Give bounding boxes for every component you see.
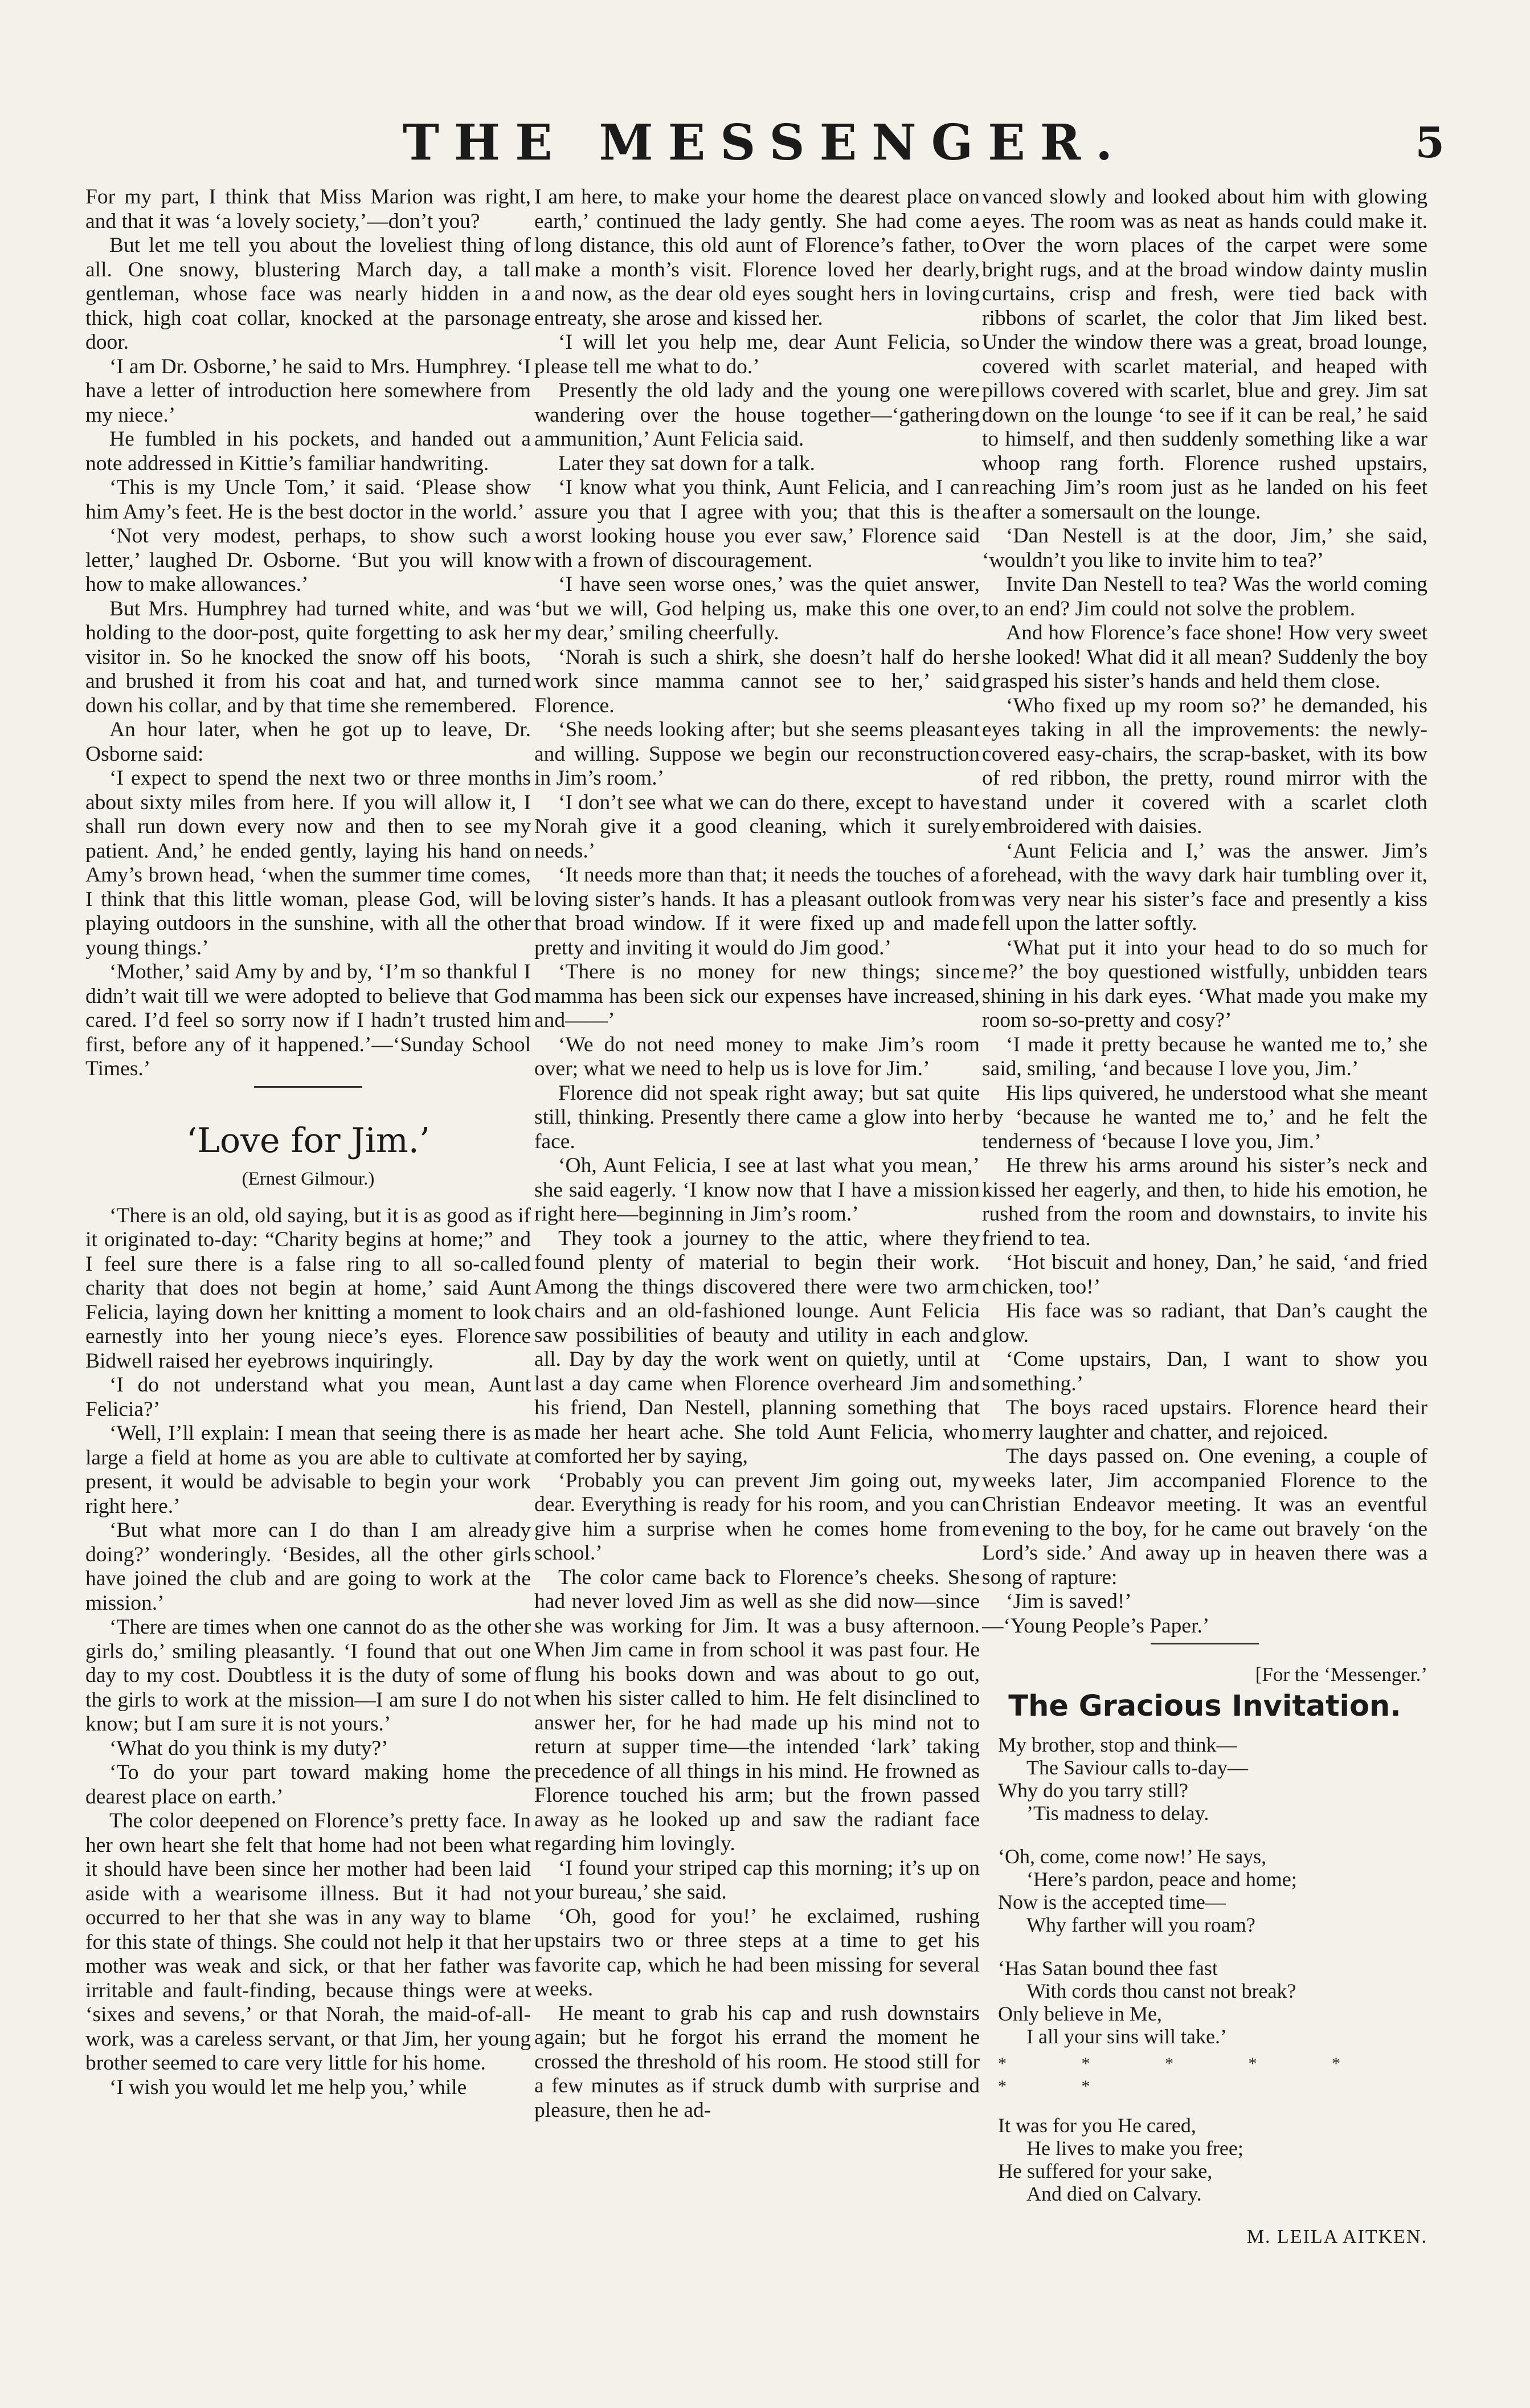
poem-line: I all your sins will take.’: [1026, 2025, 1227, 2048]
poem-author: M. LEILA AITKEN.: [1246, 2226, 1427, 2247]
page-number: 5: [1415, 119, 1445, 168]
source-credit: —‘Young People’s Paper.’: [982, 1614, 1210, 1638]
paragraph: ‘Not very modest, perhaps, to show such a letter,’ laughed Dr. Osborne. ‘But you will know how to make allowances.’: [85, 524, 531, 596]
paragraph: ‘I have seen worse ones,’ was the quiet answer, ‘but we will, God helping us, make this one over, my dear,’ smiling cheerfully.: [534, 573, 980, 644]
paragraph: ‘Oh, good for you!’ he exclaimed, rushing upstairs two or three steps at a time to get his favorite cap, which he had been missing for several weeks.: [534, 1904, 980, 2001]
paragraph: But let me tell you about the loveliest thing of all. One snowy, blustering March day, a tall gentleman, whose face was nearly hidden in a thick, high coat collar, knocked at the parsonage door.: [85, 234, 531, 354]
paragraph: ‘This is my Uncle Tom,’ it said. ‘Please show him Amy’s feet. He is the best doctor in the world.’: [85, 476, 531, 524]
poem-stanza: [982, 2114, 1427, 2205]
article-title: ‘Love for Jim.’: [186, 1120, 430, 1161]
paragraph: ‘There is an old, old saying, but it is as good as if it originated to-day: “Charity begins at home;” and I feel sure there is a false ring to all so-called charity that does not begin at home,’ said Aunt Felicia, laying down her knitting a moment to look earnestly into her young niece’s eyes. Florence Bidwell raised her eyebrows inquiringly.: [85, 1203, 531, 1373]
paragraph: ‘I am Dr. Osborne,’ he said to Mrs. Humphrey. ‘I have a letter of introduction here somewhere from my niece.’: [85, 354, 531, 427]
poem-stanza: [982, 1845, 1427, 1936]
paragraph: For my part, I think that Miss Marion was right, and that it was ‘a lovely society,’—don’t you?: [85, 185, 531, 233]
paragraph: vanced slowly and looked about him with glowing eyes. The room was as neat as hands could make it. Over the worn places of the carpet were some bright rugs, and at the broad window dainty muslin curtains, crisp and fresh, were tied back with ribbons of scarlet, the color that Jim liked best. Under the window there was a great, broad lounge, covered with scarlet material, and heaped with pillows covered with scarlet, blue and grey. Jim sat down on the lounge ‘to see if it can be real,’ he said to himself, and then suddenly something like a war whoop rang forth. Florence rushed upstairs, reaching Jim’s room just as he landed on his feet after a somersault on the lounge.: [982, 185, 1427, 524]
paragraph: ‘There are times when one cannot do as the other girls do,’ smiling pleasantly. ‘I found that out one day to my cost. Doubtless it is the duty of some of the girls to work at the mission—I am sure I do not know; but I am sure it is not yours.’: [85, 1615, 531, 1736]
paragraph: His lips quivered, he understood what she meant by ‘because he wanted me to,’ and he felt the tenderness of ‘because I love you, Jim.’: [982, 1081, 1427, 1153]
paragraph: ‘What do you think is my duty?’: [109, 1736, 388, 1760]
paragraph: And how Florence’s face shone! How very sweet she looked! What did it all mean? Suddenly the boy grasped his sister’s hands and held them close.: [982, 621, 1427, 693]
paragraph: He fumbled in his pockets, and handed out a note addressed in Kittie’s familiar handwriting.: [85, 427, 531, 475]
paragraph: They took a journey to the attic, where they found plenty of material to begin their work. Among the things discovered there were two arm chairs and an old-fashioned lounge. Aunt Felicia saw possibilities of beauty and utility in each and all. Day by day the work went on quietly, until at last a day came when Florence overheard Jim and his friend, Dan Nestell, planning something that made her heart ache. She told Aunt Felicia, who comforted her by saying,: [534, 1226, 980, 1468]
paragraph: ‘She needs looking after; but she seems pleasant and willing. Suppose we begin our reconstruction in Jim’s room.’: [534, 718, 980, 790]
paragraph: Florence did not speak right away; but sat quite still, thinking. Presently there came a glow into her face.: [534, 1081, 980, 1153]
paragraph: ‘We do not need money to make Jim’s room over; what we need to help us is love for Jim.’: [534, 1032, 980, 1080]
newspaper-title: THE MESSENGER.: [402, 114, 1128, 172]
paragraph: He threw his arms around his sister’s neck and kissed her eagerly, and then, to hide his emotion, he rushed from the room and downstairs, to invite his friend to tea.: [982, 1154, 1427, 1250]
paragraph: He meant to grab his cap and rush downstairs again; but he forgot his errand the moment he crossed the threshold of his room. He stood still for a few minutes as if struck dumb with surprise and pleasure, then he ad-: [534, 2001, 980, 2122]
paragraph: The color deepened on Florence’s pretty face. In her own heart she felt that home had not been what it should have been since her mother had been laid aside with a wearisome illness. But it had not occurred to her that she was in any way to blame for this state of things. She could not help it that her mother was weak and sick, or that her father was irritable and fault-finding, because things were at ‘sixes and sevens,’ or that Norah, the maid-of-all-work, was a careless servant, or that Jim, her young brother seemed to care very little for his home.: [85, 1809, 531, 2075]
jim-saved-line: ‘Jim is saved!’: [1006, 1590, 1132, 1613]
poem-line: ‘Here’s pardon, peace and home;: [1026, 1868, 1297, 1891]
poem-line: He suffered for your sake,: [998, 2160, 1213, 2182]
poem-line: Only believe in Me,: [998, 2002, 1162, 2025]
poem-line: ‘Oh, come, come now!’ He says,: [998, 1845, 1267, 1868]
paragraph: ‘What put it into your head to do so much for me?’ the boy questioned wistfully, unbidden tears shining in his dark eyes. ‘What made you make my room so-so-pretty and cosy?’: [982, 936, 1427, 1032]
poem-line: ’Tis madness to delay.: [1026, 1802, 1209, 1825]
paragraph: ‘Dan Nestell is at the door, Jim,’ she said, ‘wouldn’t you like to invite him to tea?’: [982, 524, 1427, 572]
paragraph: ‘Hot biscuit and honey, Dan,’ he said, ‘and fried chicken, too!’: [982, 1251, 1427, 1299]
paragraph: An hour later, when he got up to leave, Dr. Osborne said:: [85, 718, 531, 766]
divider: [1151, 1643, 1259, 1644]
paragraph: ‘I will let you help me, dear Aunt Felicia, so please tell me what to do.’: [534, 330, 980, 378]
paragraph: But Mrs. Humphrey had turned white, and was holding to the door-post, quite forgetting to ask her visitor in. So he knocked the snow off his boots, and brushed it from his coat and hat, and turned down his collar, and by that time she remembered.: [85, 597, 531, 717]
paragraph: I am here, to make your home the dearest place on earth,’ continued the lady gently. She had come a long distance, this old aunt of Florence’s father, to make a month’s visit. Florence loved her dearly, and now, as the dear old eyes sought hers in loving entreaty, she arose and kissed her.: [534, 185, 980, 330]
paragraph: ‘But what more can I do than I am already doing?’ wonderingly. ‘Besides, all the other girls have joined the club and are going to work at the mission.’: [85, 1519, 531, 1615]
column-2: [534, 185, 980, 2379]
stanza-separator: * * * * * * *: [998, 2054, 1376, 2096]
masthead: [0, 112, 1530, 174]
column-1: [85, 185, 531, 2379]
paragraph: ‘Come upstairs, Dan, I want to show you something.’: [982, 1348, 1427, 1395]
paragraph: ‘Well, I’ll explain: I mean that seeing there is as large a field at home as you are able to cultivate at present, it would be advisable to begin your work right here.’: [85, 1422, 531, 1518]
article-heading: [85, 1121, 531, 1194]
paragraph: ‘Who fixed up my room so?’ he demanded, his eyes taking in all the improvements: the newly-covered easy-chairs, the scrap-basket, with its bow of red ribbon, the pretty, round mirror with the stand under it covered with a scarlet cloth embroidered with daisies.: [982, 693, 1427, 838]
poem-line: With cords thou canst not break?: [1026, 1980, 1296, 2002]
paragraph: The boys raced upstairs. Florence heard their merry laughter and chatter, and rejoiced.: [982, 1396, 1427, 1444]
paragraph: ‘To do your part toward making home the dearest place on earth.’: [85, 1761, 531, 1809]
paragraph: His face was so radiant, that Dan’s caught the glow.: [982, 1299, 1427, 1347]
poem-line: Why farther will you roam?: [1026, 1913, 1255, 1936]
poem-stanza: [982, 1733, 1427, 1825]
paragraph: ‘I found your striped cap this morning; it’s up on your bureau,’ she said.: [534, 1856, 980, 1904]
poem-line: ‘Has Satan bound thee fast: [998, 1957, 1218, 1980]
paragraph: ‘Norah is such a shirk, she doesn’t half do her work since mamma cannot see to her,’ said Florence.: [534, 645, 980, 717]
poem-line: The Saviour calls to-day—: [1026, 1756, 1248, 1779]
paragraph: ‘I expect to spend the next two or three months about sixty miles from here. If you will allow it, I shall run down every now and then to see my patient. And,’ he ended gently, laying his hand on Amy’s brown head, ‘when the summer time comes, I think that this little woman, please God, will be playing outdoors in the sunshine, with all the other young things.’: [85, 766, 531, 960]
poem: [982, 1733, 1427, 2248]
paragraph: ‘I made it pretty because he wanted me to,’ she said, smiling, ‘and because I love you, Jim.’: [982, 1032, 1427, 1080]
paragraph: ‘I do not understand what you mean, Aunt Felicia?’: [85, 1373, 531, 1421]
article-byline: (Ernest Gilmour.): [242, 1168, 375, 1189]
paragraph: The days passed on. One evening, a couple of weeks later, Jim accompanied Florence to the Christian Endeavor meeting. It was an eventful evening to the boy, for he came out bravely ‘on the Lord’s side.’ And away up in heaven there was a song of rapture:: [982, 1444, 1427, 1589]
paragraph: ‘Probably you can prevent Jim going out, my dear. Everything is ready for his room, and you can give him a surprise when he comes home from school.’: [534, 1468, 980, 1565]
divider: [254, 1086, 362, 1088]
paragraph: Presently the old lady and the young one were wandering over the house together—‘gathering ammunition,’ Aunt Felicia said.: [534, 379, 980, 451]
column-3: [982, 185, 1427, 2379]
paragraph: ‘Aunt Felicia and I,’ was the answer. Jim’s forehead, with the wavy dark hair tumbling over it, was very near his sister’s face and presently a kiss fell upon the latter softly.: [982, 839, 1427, 935]
poem-line: Now is the accepted time—: [998, 1891, 1226, 1913]
poem-line: And died on Calvary.: [1026, 2182, 1202, 2205]
paragraph: ‘I know what you think, Aunt Felicia, and I can assure you that I agree with you; that this is the worst looking house you ever saw,’ Florence said with a frown of discouragement.: [534, 476, 980, 572]
poem-attribution-note: [For the ‘Messenger.’: [1255, 1663, 1427, 1685]
paragraph: Later they sat down for a talk.: [558, 451, 815, 475]
paragraph: Invite Dan Nestell to tea? Was the world coming to an end? Jim could not solve the problem.: [982, 573, 1427, 621]
paragraph: ‘I wish you would let me help you,’ while: [109, 2075, 467, 2099]
paragraph: ‘There is no money for new things; since mamma has been sick our expenses have increased, and——’: [534, 960, 980, 1032]
poem-line: It was for you He cared,: [998, 2114, 1196, 2137]
paragraph: ‘I don’t see what we can do there, except to have Norah give it a good cleaning, which it surely needs.’: [534, 790, 980, 863]
poem-title: The Gracious Invitation.: [1008, 1689, 1401, 1723]
paragraph: ‘Oh, Aunt Felicia, I see at last what you mean,’ she said eagerly. ‘I know now that I have a mission right here—beginning in Jim’s room.’: [534, 1154, 980, 1226]
poem-line: My brother, stop and think—: [998, 1733, 1237, 1756]
paragraph: ‘It needs more than that; it needs the touches of a loving sister’s hands. It has a pleasant outlook from that broad window. If it were fixed up and made pretty and inviting it would do Jim good.’: [534, 863, 980, 960]
paragraph: The color came back to Florence’s cheeks. She had never loved Jim as well as she did now—since she was working for Jim. It was a busy afternoon. When Jim came in from school it was past four. He flung his books down and was about to go out, when his sister called to him. He felt disinclined to answer her, for he had made up his mind not to return at supper time—the intended ‘lark’ taking precedence of all things in his mind. He frowned as Florence touched his arm; but the frown passed away as he looked up and saw the radiant face regarding him lovingly.: [534, 1565, 980, 1855]
poem-line: Why do you tarry still?: [998, 1779, 1188, 1802]
poem-stanza: [982, 1957, 1427, 2048]
paragraph: ‘Mother,’ said Amy by and by, ‘I’m so thankful I didn’t wait till we were adopted to believe that God cared. I’d feel so sorry now if I hadn’t trusted him first, before any of it happened.’—‘Sunday School Times.’: [85, 960, 531, 1080]
poem-line: He lives to make you free;: [1026, 2137, 1243, 2160]
